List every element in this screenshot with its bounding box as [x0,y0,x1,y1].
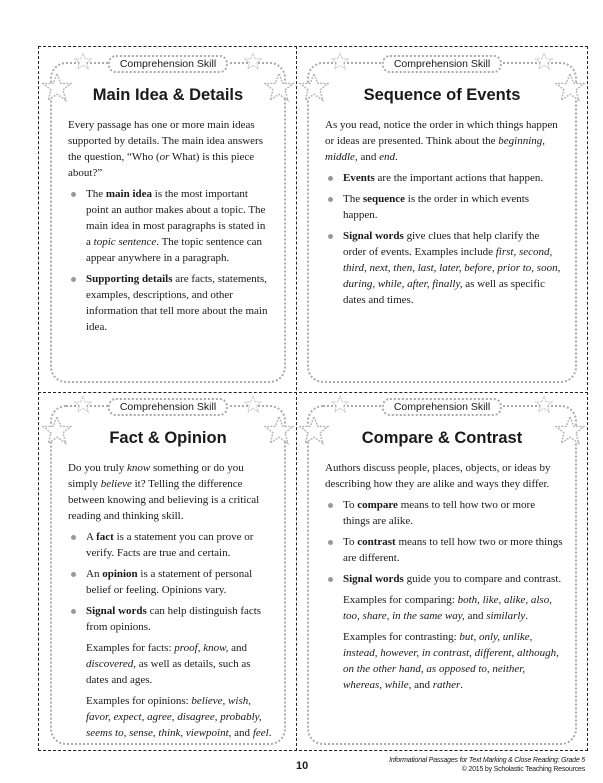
text-run: and [231,727,253,739]
bold-term: Events [343,172,375,184]
italic-text: know [126,462,151,474]
examples-paragraph [343,592,563,624]
italic-text: similarly [486,610,526,622]
bold-term: sequence [362,193,406,205]
bold-term: fact [96,531,114,543]
text-run: means to tell how two or more things are alike. [343,499,536,527]
italic-text: end [379,151,395,163]
star-icon [331,395,349,413]
text-run: An [86,568,103,580]
intro-paragraph [325,117,563,165]
text-run: The [343,193,363,205]
bullet-list [325,170,563,308]
text-run: and [228,642,248,654]
text-run: something or do you simply [68,462,244,490]
card-title: Sequence of Events [363,86,521,104]
text-run: A [86,531,97,543]
card-body [52,460,284,741]
text-run: Examples for contrasting: [343,631,460,643]
italic-text: both, like, alike, also, too, share, in the same way, [343,594,552,622]
star-icon [244,52,262,70]
card-compare-contrast [307,401,577,745]
bold-term: Supporting details [86,273,173,285]
bold-term: Signal words [86,605,147,617]
bullet-item [325,497,563,529]
text-run: . [525,610,529,622]
examples-paragraph [343,629,563,693]
italic-text: or [159,151,170,163]
bullet-item [68,186,272,266]
star-icon [535,52,553,70]
star-icon [244,395,262,413]
italic-text: first, second, third, next, then, last, later, before, prior to, soon, during, while, after, finally, [343,246,561,290]
bullet-item [68,566,272,598]
book-title: Informational Passages for Text Marking & Close Reading: Grade 5 [389,757,585,764]
italic-text: believe [100,478,132,490]
text-run: What) is this piece about?” [68,151,255,179]
italic-text: rather [432,679,461,691]
text-run: To [343,536,358,548]
text-run: and [357,151,380,163]
intro-paragraph [68,117,272,181]
text-run: Examples for facts: [86,642,175,654]
text-run: To [343,499,358,511]
bullet-list [325,497,563,693]
star-icon [74,52,92,70]
italic-text: beginning, middle, [325,135,546,163]
card-title: Fact & Opinion [109,429,227,447]
text-run: and [464,610,487,622]
italic-text: but, only, unlike, instead, however, in contrast, different, although, on the other hand, as opposed to, neither, whereas, while, [343,631,559,691]
star-icon [331,52,349,70]
page-number: 10 [296,760,309,772]
bold-term: opinion [102,568,138,580]
intro-paragraph [68,460,272,524]
bullet-item [325,571,563,693]
card-sequence-of-events [307,58,577,383]
card-title: Compare & Contrast [361,429,523,447]
text-run: . [394,151,398,163]
card-body [52,117,284,335]
skill-tab: Comprehension Skill [382,55,502,73]
text-run: . The topic sentence can appear anywhere in a paragraph. [86,236,263,264]
text-run: it? Telling the difference between knowing and believing is a critical reading and thinking skill. [68,478,260,522]
card-main-idea [50,58,286,383]
bold-term: compare [357,499,398,511]
cut-line-vertical [296,46,297,751]
skill-tab: Comprehension Skill [108,55,228,73]
card-title: Main Idea & Details [92,86,244,104]
bullet-item [325,534,563,566]
text-run: can help distinguish facts from opinions. [86,605,262,633]
text-run: is a statement of personal belief or feeling. Opinions vary. [86,568,253,596]
bullet-item [68,529,272,561]
cut-line-horizontal [38,392,588,393]
text-run: is a statement you can prove or verify. Facts are true and certain. [86,531,254,559]
text-run: give clues that help clarify the order of events. Examples include [343,230,540,258]
text-run: are facts, statements, examples, descriptions, and other information that tell more about the main idea. [86,273,268,333]
text-run: are the important actions that happen. [374,172,544,184]
text-run: . [460,679,463,691]
text-run: is the most important point an author makes about a topic. The main idea in most paragraphs is stated in a [86,188,266,248]
text-run: Do you truly [68,462,127,474]
star-icon [535,395,553,413]
text-run: as well as specific dates and times. [343,278,545,306]
bold-term: contrast [357,536,396,548]
text-run: Authors discuss people, places, objects, or ideas by describing how they are alike and ways they differ. [325,462,551,490]
bullet-list [68,529,272,741]
intro-paragraph [325,460,563,492]
text-run: The [86,188,106,200]
card-fact-opinion [50,401,286,745]
italic-text: topic sentence [93,236,157,248]
text-run: Examples for comparing: [343,594,458,606]
bullet-item [68,271,272,335]
skill-tab: Comprehension Skill [382,398,502,416]
italic-text: believe, wish, favor, expect, agree, disagree, probably, seems to, sense, think, viewpoint, [86,695,262,739]
bold-term: Signal words [343,230,404,242]
bullet-item [325,170,563,186]
star-icon [74,395,92,413]
card-body [309,117,575,308]
skill-tab: Comprehension Skill [108,398,228,416]
italic-text: discovered, [86,658,136,670]
examples-paragraph [86,693,272,741]
text-run: Examples for opinions: [86,695,192,707]
text-run: is the order in which events happen. [343,193,530,221]
bold-term: main idea [105,188,153,200]
text-run: and [411,679,433,691]
bullet-list [68,186,272,335]
examples-paragraph [86,640,272,688]
bold-term: Signal words [343,573,404,585]
italic-text: feel [252,727,269,739]
text-run: . [268,727,272,739]
text-run: guide you to compare and contrast. [403,573,562,585]
copyright: © 2015 by Scholastic Teaching Resources [461,766,585,773]
text-run: Every passage has one or more main ideas supported by details. The main idea answers the question, “Who ( [68,119,263,163]
italic-text: proof, know, [174,642,229,654]
text-run: As you read, notice the order in which things happen or ideas are presented. Think about the [325,119,558,147]
text-run: as well as details, such as dates and ages. [86,658,251,686]
bullet-item [325,228,563,308]
credits [389,756,585,774]
bullet-item [68,603,272,741]
text-run: means to tell how two or more things are different. [343,536,563,564]
card-body [309,460,575,693]
bullet-item [325,191,563,223]
